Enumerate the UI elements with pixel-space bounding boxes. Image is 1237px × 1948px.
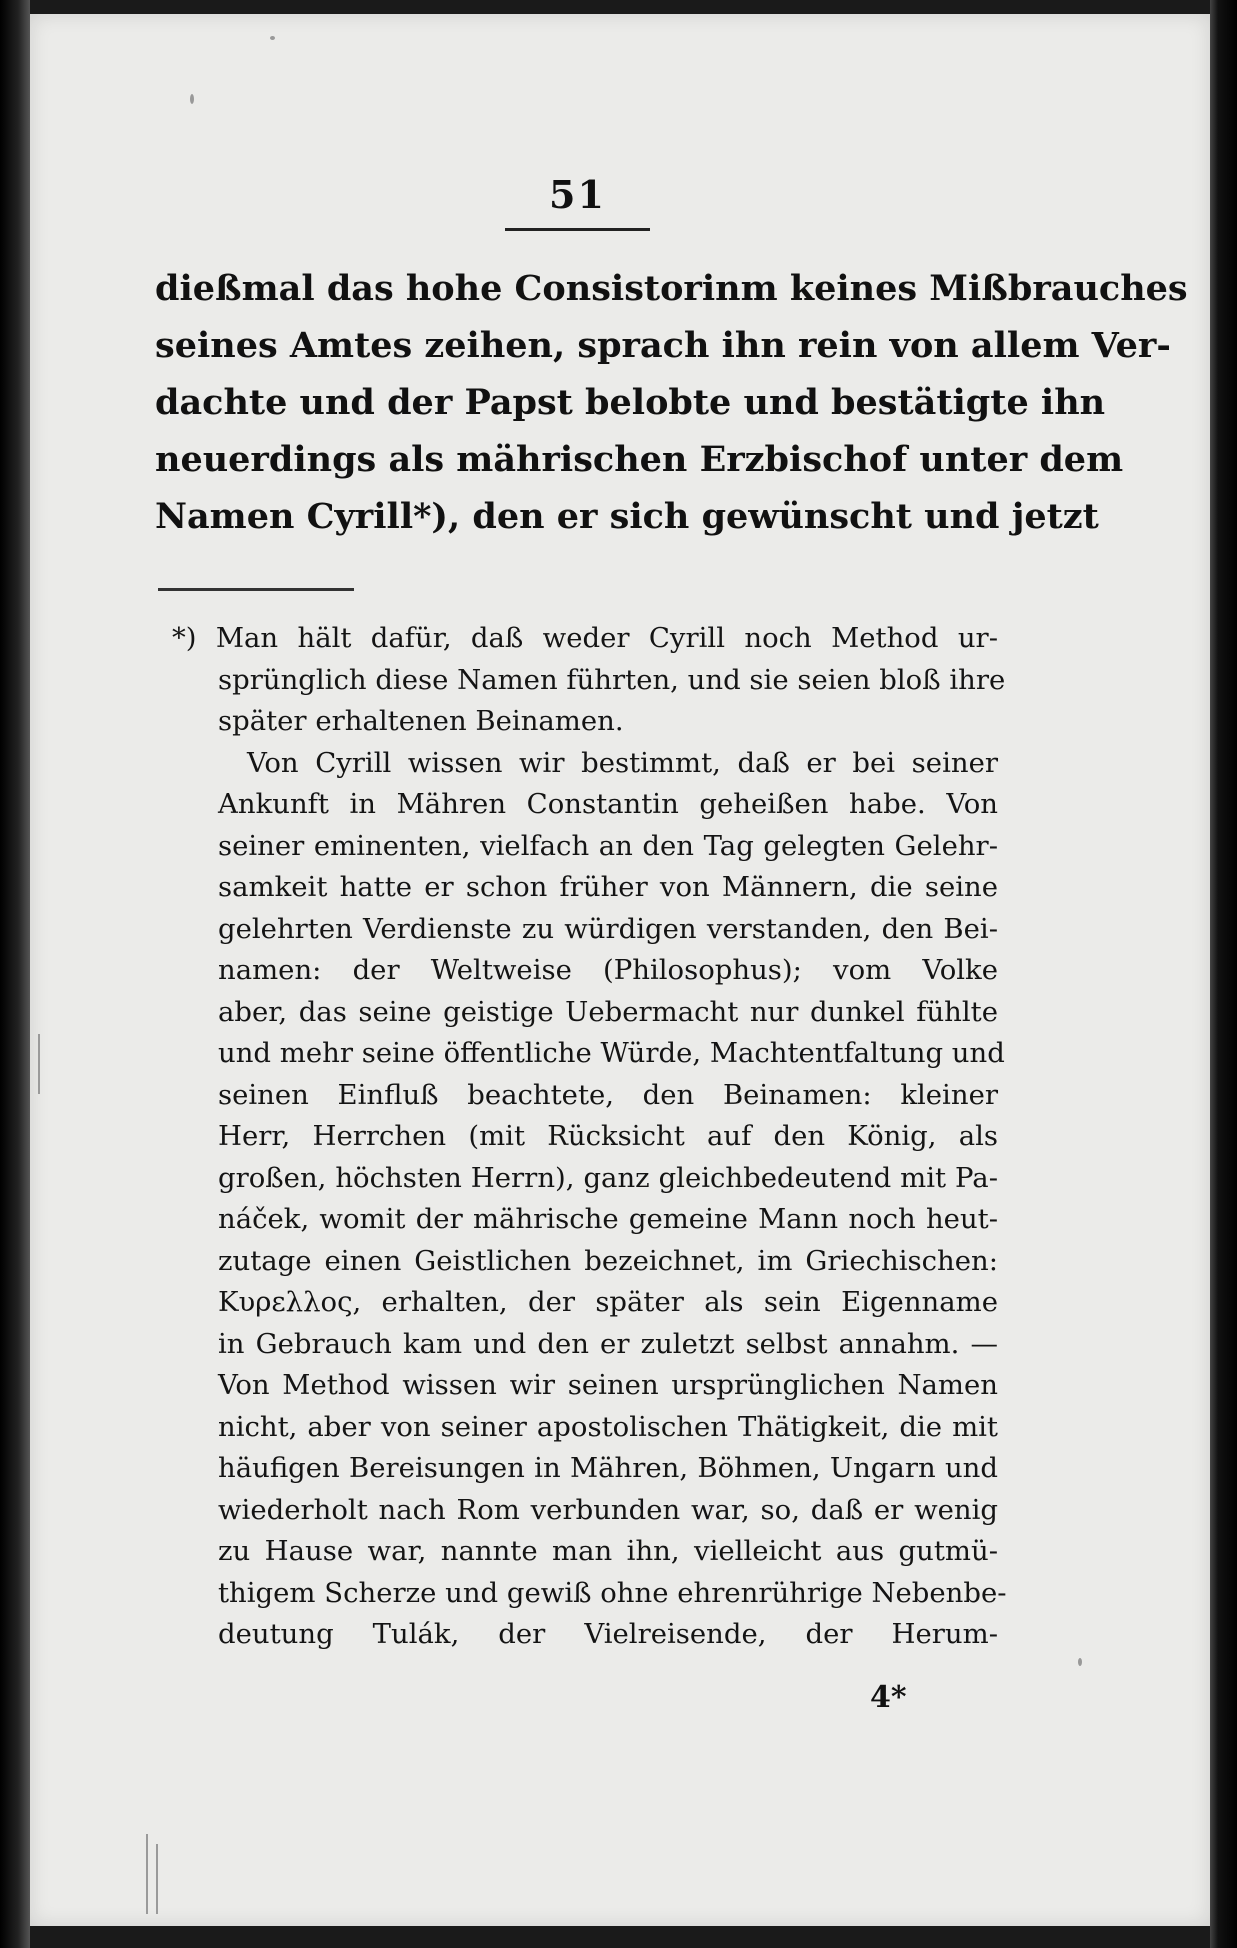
footnote-line: seinen Einfluß beachtete, den Beinamen: kleiner	[218, 1078, 998, 1111]
footnote-line: großen, höchsten Herrn), ganz gleichbedeutend mit Pa-	[218, 1161, 998, 1194]
gutter-mark	[38, 1034, 40, 1094]
footnote-block	[172, 618, 1007, 1656]
footnote-line: wiederholt nach Rom verbunden war, so, daß er wenig	[218, 1493, 998, 1526]
footnote-line: namen: der Weltweise (Philosophus); vom Volke	[218, 954, 998, 986]
footnote-line: sprünglich diese Namen führten, und sie seien bloß ihre	[218, 663, 1006, 696]
footnote-line: seiner eminenten, vielfach an den Tag gelegten Gelehr-	[218, 829, 998, 862]
catchword-signature: 4*	[870, 1680, 907, 1715]
main-text-line: dießmal das hohe Consistorinm keines Mißbrauches	[155, 268, 1188, 309]
footnote-line: und mehr seine öffentliche Würde, Machtentfaltung und	[218, 1037, 1005, 1069]
footnote-separator	[158, 588, 354, 591]
footnote-line: gelehrten Verdienste zu würdigen verstanden, den Bei-	[218, 912, 998, 945]
paper-speck	[1078, 1658, 1082, 1666]
footnote-line: später erhaltenen Beinamen.	[218, 705, 624, 737]
footnote-line: deutung Tulák, der Vielreisende, der Herum-	[218, 1618, 998, 1650]
main-text-line: dachte und der Papst belobte und bestätigte ihn	[155, 382, 1106, 423]
scan-left-edge	[0, 0, 30, 1948]
footnote-line: Herr, Herrchen (mit Rücksicht auf den König, als	[218, 1120, 998, 1152]
footnote-line: Ankunft in Mähren Constantin geheißen habe. Von	[218, 788, 998, 820]
main-text-block	[155, 260, 1188, 545]
gutter-mark	[156, 1844, 158, 1914]
footnote-line: in Gebrauch kam und den er zuletzt selbst annahm. —	[218, 1327, 998, 1360]
footnote-line: Von Method wissen wir seinen ursprünglichen Namen	[218, 1369, 998, 1401]
paper-speck	[190, 94, 194, 104]
footnote-line: aber, das seine geistige Uebermacht nur dunkel fühlte	[218, 995, 998, 1028]
page-number-rule	[505, 228, 650, 231]
scan-right-edge	[1210, 0, 1237, 1948]
paper-speck	[270, 36, 275, 40]
footnote-line: Von Cyrill wissen wir bestimmt, daß er bei seiner	[247, 746, 998, 779]
gutter-mark	[146, 1834, 148, 1914]
footnote-line: *) Man hält dafür, daß weder Cyrill noch Method ur-	[172, 622, 998, 654]
footnote-line: Κυρελλος, erhalten, der später als sein Eigenname	[218, 1286, 998, 1318]
main-text-line: seines Amtes zeihen, sprach ihn rein von allem Ver-	[155, 325, 1171, 366]
footnote-line: zu Hause war, nannte man ihn, vielleicht aus gutmü-	[218, 1535, 998, 1567]
footnote-line: samkeit hatte er schon früher von Männern, die seine	[218, 871, 998, 903]
footnote-line: nicht, aber von seiner apostolischen Thätigkeit, die mit	[218, 1410, 998, 1443]
footnote-line: häufigen Bereisungen in Mähren, Böhmen, Ungarn und	[218, 1452, 998, 1484]
footnote-line: zutage einen Geistlichen bezeichnet, im Griechischen:	[218, 1244, 998, 1277]
page-number: 51	[549, 172, 606, 217]
footnote-line: thigem Scherze und gewiß ohne ehrenrührige Nebenbe-	[218, 1576, 1007, 1609]
footnote-line: náček, womit der mährische gemeine Mann noch heut-	[218, 1203, 998, 1235]
main-text-line: Namen Cyrill*), den er sich gewünscht und jetzt	[155, 496, 1099, 537]
main-text-line: neuerdings als mährischen Erzbischof unter dem	[155, 439, 1124, 480]
